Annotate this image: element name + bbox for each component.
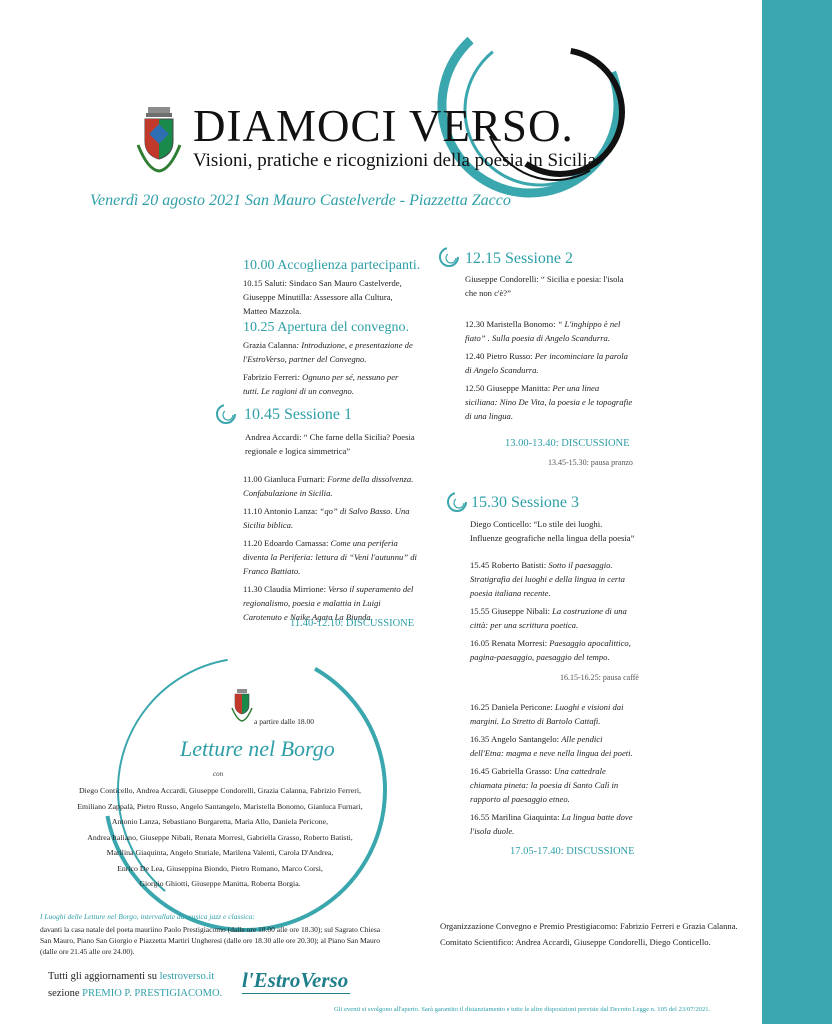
speaker-time-name: 16.55 Marilina Giaquinta: <box>470 812 560 822</box>
speaker-time-name: 11.10 Antonio Lanza: <box>243 506 318 516</box>
talk-title: Come una periferia diventa la Periferia: lettura di “Veni l'autunnu” di Franco Battiato. <box>243 538 417 576</box>
speaker-time-name: 16.05 Renata Morresi: <box>470 638 548 648</box>
greetings-assessore <box>243 290 415 318</box>
program-item <box>243 472 417 500</box>
program-item <box>243 536 417 578</box>
keynote-accardi: Andrea Accardi: “ Che farne della Sicilia? Poesia regionale e logica simmetrica” <box>245 432 415 456</box>
calanna-item <box>243 338 415 366</box>
talk-title: : Ognuno per sé, nessuno per tutti. Le ragioni di un convegno. <box>243 372 399 396</box>
coat-of-arms-icon <box>134 105 184 173</box>
program-item <box>470 558 638 600</box>
program-item <box>470 810 638 838</box>
program-item <box>470 636 638 664</box>
organizers-block <box>440 918 758 950</box>
greetings-block <box>243 276 415 318</box>
readers-line: Emiliano Zappalà, Pietro Russo, Angelo Santangelo, Maristella Bonomo, Gianluca Furnari, <box>77 801 363 811</box>
luoghi-text: davanti la casa natale del poeta mauriino Paolo Prestigiacomo (dalle ore 18.00 alle ore 18.30); sul Sagrato Chiesa San Mauro, Piano San Giorgio e Piazzetta Martiri Ungheresi (dalle ore 18.30 alle ore 20.30); al Piano San Mauro (dalle ore 21.45 alle ore 24.00). <box>40 925 381 956</box>
speaker-time-name: 11.00 Gianluca Furnari: <box>243 474 326 484</box>
luoghi-title: I Luoghi delle Letture nel Borgo, intervallate da musica jazz e classica: <box>40 912 255 921</box>
ferreri-item <box>243 370 415 398</box>
speaker-time-name: 12.40 Pietro Russo: <box>465 351 533 361</box>
updates-line <box>48 968 222 985</box>
talk-title: Per una linea siciliana: Nino De Vita, la poesia e le topografie di una lingua. <box>465 383 633 421</box>
speaker-time-name: 12.50 Giuseppe Manitta: <box>465 383 551 393</box>
program-item <box>243 504 417 532</box>
talk-title: Alle pendici dell'Etna: magma e neve nella lingua dei poeti. <box>470 734 633 758</box>
program-item <box>470 732 638 760</box>
speaker-name: Giuseppe Minutilla <box>243 292 310 302</box>
readers-line: Enrico De Lea, Giuseppina Biondo, Pietro Romano, Marco Corsi, <box>117 863 323 873</box>
letture-con: con <box>213 770 224 778</box>
letture-title: Letture nel Borgo <box>180 736 335 761</box>
session-3-heading: 15.30 Sessione 3 <box>471 494 579 511</box>
coffee-break: 16.15-16.25: pausa caffè <box>560 673 639 682</box>
opening-heading: 10.25 Apertura del convegno. <box>243 320 410 335</box>
session-3-list-b <box>470 700 638 842</box>
updates-prefix: Tutti gli aggiornamenti su <box>48 971 160 982</box>
readers-line: Marilina Giaquinta, Angelo Sturiale, Marilena Valenti, Carola D'Andrea, <box>106 848 334 857</box>
event-dateline: Venerdì 20 agosto 2021 San Mauro Castelverde - Piazzetta Zacco <box>90 192 511 209</box>
speaker-time-name: 11.30 Claudia Mirrione: <box>243 584 326 594</box>
program-item <box>470 604 638 632</box>
discussion-1: 11.40-12.10: DISCUSSIONE <box>290 618 415 629</box>
welcome-heading: 10.00 Accoglienza partecipanti. <box>243 258 421 273</box>
committee-line <box>440 934 758 950</box>
talk-title: Sotto il paesaggio. Stratigrafia dei luoghi e della lingua in certa poesia italiana recente. <box>470 560 625 598</box>
updates-block <box>48 968 222 1002</box>
session-1-list <box>243 472 417 628</box>
section-name: PREMIO P. PRESTIGIACOMO. <box>82 988 223 999</box>
speaker-time-name: 11.20 Edoardo Camassa: <box>243 538 329 548</box>
program-item <box>470 764 638 806</box>
logo-underline <box>242 993 350 994</box>
covid-note: Gli eventi si svolgono all'aperto. Sarà garantito il distanziamento e tutte le altre disposizioni previste dal Decreto Legge n. 105 del 23/07/2021. <box>334 1006 711 1013</box>
program-item <box>465 317 633 345</box>
speaker-name: Grazia Calanna <box>243 340 297 350</box>
readers-line: Diego Conticello, Andrea Accardi, Giuseppe Condorelli, Grazia Calanna, Fabrizio Ferreri, <box>79 786 361 795</box>
right-sidebar-band <box>762 0 832 1024</box>
program-item <box>470 700 638 728</box>
readers-list <box>70 783 370 892</box>
session-3-list-a <box>470 558 638 668</box>
speaker-time-name: 16.35 Angelo Santangelo: <box>470 734 560 744</box>
section-line <box>48 985 222 1002</box>
small-coat-of-arms-icon <box>230 688 254 722</box>
session-2-heading: 12.15 Sessione 2 <box>465 250 573 267</box>
page-title: DIAMOCI VERSO. <box>193 101 574 151</box>
talk-title: Paesaggio apocalittico, pagina-paesaggio, paesaggio del tempo. <box>470 638 631 662</box>
keynote-condorelli: Giuseppe Condorelli: “ Sicilia e poesia: l'isola che non c'è?” <box>465 274 624 298</box>
speaker-time-name: 12.30 Maristella Bonomo: <box>465 319 556 329</box>
talk-title: Una cattedrale chiamata pineta: la poesia di Santo Calì in rapporto al paesaggio etneo. <box>470 766 619 804</box>
talk-title: Verso il superamento del regionalismo, poesia e malattia in Luigi Carotenuto e Naike Agata La Biunda. <box>243 584 414 622</box>
website-link[interactable]: lestroverso.it <box>159 971 215 982</box>
committee-names: Andrea Accardi, Giuseppe Condorelli, Diego Conticello. <box>513 937 711 947</box>
committee-label: Comitato Scientifico: <box>440 937 514 947</box>
section-prefix: sezione <box>48 988 83 999</box>
organizers-label: Organizzazione Convegno e Premio Prestigiacomo: <box>440 921 618 931</box>
organizers-names: Fabrizio Ferreri e Grazia Calanna. <box>617 921 738 931</box>
discussion-3: 17.05-17.40: DISCUSSIONE <box>510 846 635 857</box>
talk-title: “ L'inghippo è nel fiato” . Sulla poesia di Angelo Scandurra. <box>465 319 621 343</box>
speaker-time-name: 15.45 Roberto Batisti: <box>470 560 547 570</box>
organizers-line <box>440 918 758 934</box>
readers-line: Andrea Italiano, Giuseppe Nibali, Renata Morresi, Gabriella Grasso, Roberto Batisti, <box>87 832 353 842</box>
talk-title: Per incominciare la parola di Angelo Scandurra. <box>465 351 628 375</box>
speaker-time-name: 16.45 Gabriella Grasso: <box>470 766 552 776</box>
letture-start-time: a partire dalle 18.00 <box>254 717 314 726</box>
talk-title: Forme della dissolvenza. Confabulazione in Sicilia. <box>243 474 414 498</box>
talk-title: La lingua batte dove l'isola duole. <box>470 812 633 836</box>
discussion-2: 13.00-13.40: DISCUSSIONE <box>505 438 630 449</box>
session-1-heading: 10.45 Sessione 1 <box>244 406 352 423</box>
talk-title: La costruzione di una città: per una scrittura poetica. <box>470 606 627 630</box>
greetings-line: 10.15 Saluti: Sindaco San Mauro Castelverde, <box>243 278 402 288</box>
speaker-name: Fabrizio Ferreri <box>243 372 298 382</box>
readers-line: Giorgio Ghiotti, Giuseppe Manitta, Roberta Borgia. <box>139 879 301 888</box>
talk-title: Luoghi e visioni dai margini. Lo Stretto di Bartolo Cattafi. <box>470 702 624 726</box>
speaker-role: : Assessore alla Cultura, Matteo Mazzola. <box>243 292 393 316</box>
lunch-break: 13.45-15.30: pausa pranzo <box>548 458 633 467</box>
talk-title: : Introduzione, e presentazione de l'EstroVerso, partner del Convegno. <box>243 340 413 364</box>
program-item <box>465 349 633 377</box>
talk-title: “qo” di Salvo Basso. Una Sicilia biblica. <box>243 506 410 530</box>
session-2-list <box>465 317 633 427</box>
speaker-time-name: 15.55 Giuseppe Nibali: <box>470 606 550 616</box>
opening-block <box>243 338 415 402</box>
estroverso-logo: l'EstroVerso <box>242 968 349 992</box>
program-item <box>465 381 633 423</box>
speaker-time-name: 16.25 Daniela Pericone: <box>470 702 553 712</box>
readers-line: Antonio Lanza, Sebastiano Burgaretta, Maria Allo, Daniela Pericone, <box>111 817 329 826</box>
keynote-conticello: Diego Conticello: “Lo stile dei luoghi. Influenze geografiche nella lingua della poesia” <box>470 519 635 543</box>
page-subtitle: Visioni, pratiche e ricognizioni della poesia in Sicilia <box>193 150 597 171</box>
